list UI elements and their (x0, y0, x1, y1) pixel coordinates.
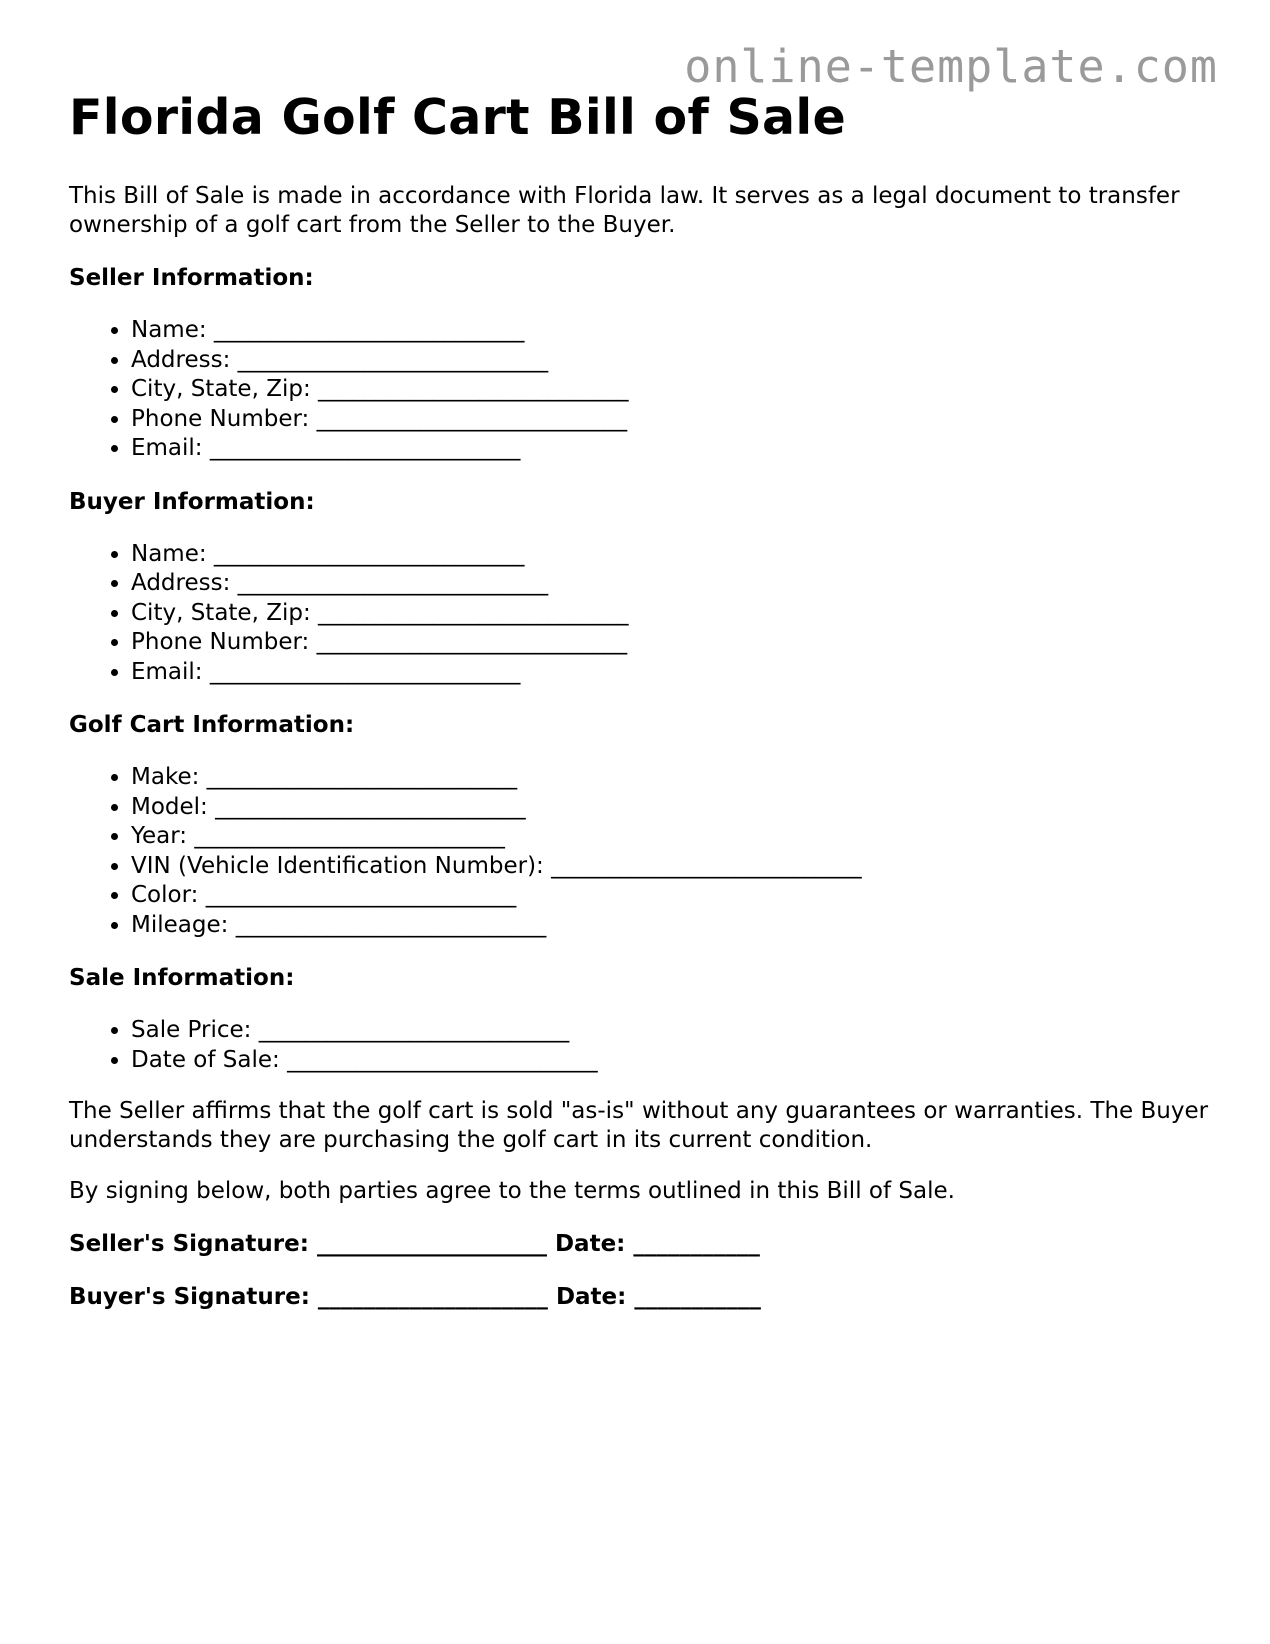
blank-line: ___________________________ (287, 1046, 598, 1073)
document-page (69, 88, 1219, 1313)
blank-line: ___________________________ (235, 911, 547, 938)
buyer-name-field: • Name: ___________________________ (131, 540, 1219, 570)
cart-model-field: • Model: ___________________________ (131, 793, 1219, 823)
seller-phone-field: • Phone Number: ___________________________ (131, 405, 1219, 435)
blank-line: ___________________________ (206, 764, 518, 790)
buyer-address-field: • Address: ___________________________ (131, 569, 1219, 599)
blank-line: ___________________________ (194, 823, 505, 849)
cart-vin-field: • VIN (Vehicle Identification Number): ___________________________ (131, 852, 1219, 882)
blank-line: ___________________________ (215, 793, 526, 820)
seller-field-list (69, 316, 1219, 464)
date-label: Date: (555, 1284, 627, 1310)
cart-field-list (69, 763, 1219, 940)
blank-line: ___________________________ (237, 570, 549, 596)
buyer-email-field: • Email: ___________________________ (131, 658, 1219, 688)
cart-color-field: • Color: ___________________________ (131, 881, 1219, 911)
seller-email-field: • Email: ___________________________ (131, 434, 1219, 464)
cart-section-heading: Golf Cart Information: (69, 712, 355, 738)
seller-section-heading: Seller Information: (69, 265, 314, 291)
buyer-section-heading: Buyer Information: (69, 488, 315, 515)
blank-line: ___________________________ (318, 599, 629, 626)
blank-line: ___________________________ (258, 1017, 570, 1043)
buyer-signature-label: Buyer's Signature: (69, 1284, 310, 1310)
blank-line: ___________________________ (316, 405, 628, 432)
buyer-signature-line (69, 1281, 1219, 1313)
sale-field-list (69, 1016, 1219, 1075)
blank-line: ___________________________ (318, 376, 629, 402)
document-title: Florida Golf Cart Bill of Sale (69, 89, 847, 146)
sale-section-heading: Sale Information: (69, 965, 295, 991)
blank-line: ___________________________ (209, 435, 521, 461)
blank-line: ___________________________ (551, 852, 862, 879)
sale-price-field: • Sale Price: ___________________________ (131, 1016, 1219, 1046)
blank-line: ___________________________ (237, 346, 549, 373)
blank-line: ___________________________ (209, 658, 521, 685)
cart-mileage-field: • Mileage: ___________________________ (131, 911, 1219, 941)
blank-line: ___________________________ (213, 317, 525, 343)
buyer-city-state-zip-field: • City, State, Zip: ___________________________ (131, 599, 1219, 629)
blank-line: ___________________________ (205, 882, 517, 908)
seller-address-field: • Address: ___________________________ (131, 346, 1219, 376)
intro-paragraph: This Bill of Sale is made in accordance with Florida law. It serves as a legal document to transfer ownership of a golf cart from the Seller to the Buyer. (69, 183, 1180, 238)
blank-line: ___________________________ (213, 540, 525, 567)
seller-signature-label: Seller's Signature: (69, 1231, 309, 1257)
date-blank: ___________ (633, 1231, 760, 1257)
signature-blank: ____________________ (316, 1231, 547, 1257)
cart-make-field: • Make: ___________________________ (131, 763, 1219, 793)
as-is-statement: The Seller affirms that the golf cart is sold "as-is" without any guarantees or warranties. The Buyer understands they are purchasing the golf cart in its current condition. (69, 1098, 1209, 1153)
watermark: online-template.com (684, 40, 1218, 93)
buyer-phone-field: • Phone Number: ___________________________ (131, 628, 1219, 658)
blank-line: ___________________________ (316, 629, 628, 655)
date-label: Date: (554, 1231, 626, 1257)
sale-date-field: • Date of Sale: ___________________________ (131, 1046, 1219, 1076)
cart-year-field: • Year: ___________________________ (131, 822, 1219, 852)
signature-blank: ____________________ (317, 1284, 548, 1310)
seller-city-state-zip-field: • City, State, Zip: ___________________________ (131, 375, 1219, 405)
seller-name-field: • Name: ___________________________ (131, 316, 1219, 346)
agreement-statement: By signing below, both parties agree to the terms outlined in this Bill of Sale. (69, 1178, 955, 1204)
seller-signature-line (69, 1228, 1219, 1260)
buyer-field-list (69, 540, 1219, 688)
date-blank: ___________ (634, 1284, 761, 1310)
